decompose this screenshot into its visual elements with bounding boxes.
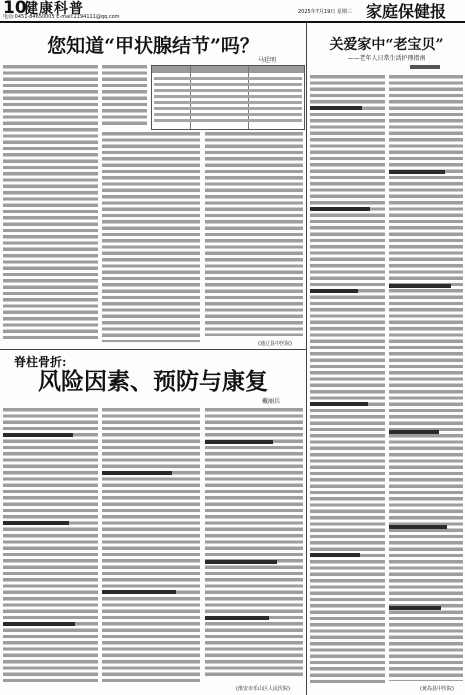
issue-date: 2025年7月19日 星期三 [298,9,352,15]
article-credit: (淮安市乐山区人民医院) [236,686,290,692]
subheading [205,560,277,564]
body-text-column [102,65,147,128]
subheading [3,521,69,525]
body-text-column [3,65,98,341]
body-text-column [102,408,200,684]
subheading [389,606,441,610]
table-row [154,113,302,116]
subheading [205,440,273,444]
subheading [102,590,176,594]
table-row [154,77,302,80]
subheading [102,471,172,475]
article-author: 马廷明 [258,57,277,64]
body-text-column [389,75,463,681]
table-row [154,107,302,110]
article-subtitle: ——老年人日常生活护理指南 [347,55,426,62]
column-divider [306,23,307,695]
data-table-figure [151,65,305,130]
subheading [3,622,75,626]
subheading [310,207,370,211]
masthead-rule [0,21,465,23]
article-credit: (通辽县中医院) [258,341,292,347]
body-text-column [3,408,98,684]
subheading [310,402,368,406]
subheading [389,430,439,434]
article-kicker: 脊柱骨折: [14,355,67,369]
subheading [389,284,451,288]
subheading [3,433,73,437]
subheading [205,616,269,620]
contact-info: 电话:0451-84650005 E-mail:2194111@qq.com [3,14,120,20]
body-text-column [102,132,200,342]
table-row [154,83,302,86]
body-text-column [205,408,303,678]
subheading [310,553,360,557]
subheading [310,289,358,293]
table-row [154,95,302,98]
table-row [154,89,302,92]
article-headline: 您知道“甲状腺结节”吗？ [47,35,259,57]
article-credit: (黄岛县中医院) [420,686,454,692]
table-row [154,101,302,104]
table-row [154,119,302,122]
subheading [310,106,362,110]
body-text-column [310,75,385,684]
subheading [389,170,445,174]
article-divider [0,349,306,350]
subheading [389,525,447,529]
article-headline: 关爱家中“老宝贝” [329,37,444,53]
article-headline: 风险因素、预防与康复 [38,368,268,395]
table-header [152,66,304,73]
article-author [410,65,440,69]
page-number: 10 [3,0,27,18]
section-title: 健康科普 [24,1,84,17]
body-text-column [205,132,303,336]
newspaper-name: 家庭保健报 [366,2,447,21]
article-author: 戴丽兵 [262,398,281,405]
